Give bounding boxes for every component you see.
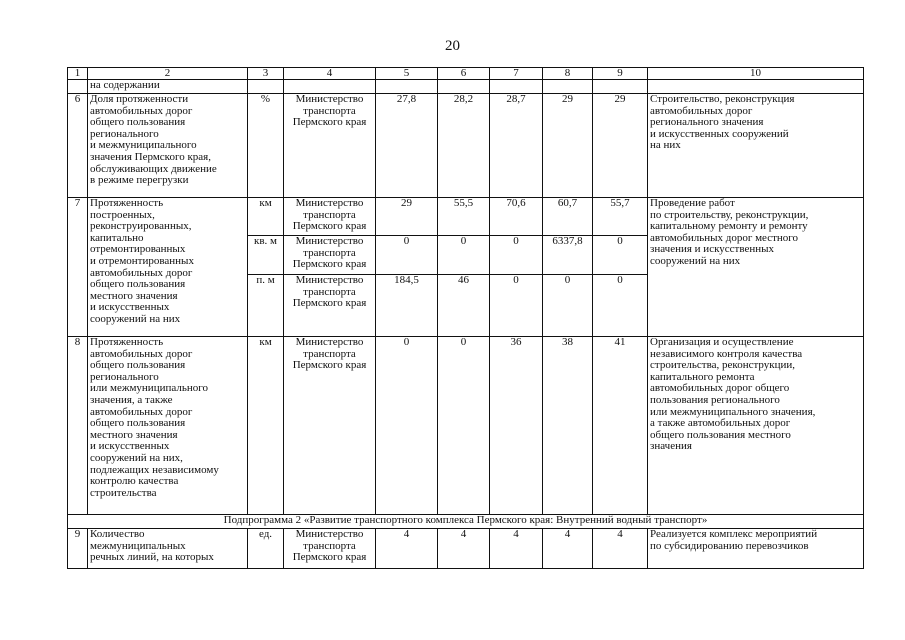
text-line: Министерство bbox=[295, 235, 364, 247]
table-row-9 bbox=[68, 529, 864, 569]
value-col5: 0 bbox=[376, 236, 438, 275]
text-line: автомобильных дорог общего bbox=[650, 382, 790, 395]
text-line: общего пользования bbox=[90, 417, 186, 430]
text-line: сооружений на них bbox=[90, 312, 181, 325]
indicator-name bbox=[88, 337, 248, 515]
text-line: по субсидированию перевозчиков bbox=[650, 539, 809, 552]
row-number: 9 bbox=[68, 529, 88, 569]
text-line: и искусственных bbox=[90, 440, 170, 453]
value-col8: 4 bbox=[543, 529, 593, 569]
text-line: Министерство bbox=[295, 336, 364, 348]
text-line: подлежащих независимому bbox=[90, 463, 219, 476]
action-text bbox=[648, 198, 864, 337]
text-line: транспорта bbox=[303, 208, 356, 221]
text-line: пользования регионального bbox=[650, 393, 780, 406]
text-line: Пермского края bbox=[292, 297, 367, 310]
text-line: капитальному ремонту и ремонту bbox=[650, 220, 808, 233]
text-line: обслуживающих движение bbox=[90, 162, 217, 175]
row-number: 6 bbox=[68, 94, 88, 198]
text-line: общего пользования bbox=[90, 278, 186, 291]
value-col6: 46 bbox=[438, 275, 490, 337]
text-line: а также автомобильных дорог bbox=[650, 417, 791, 430]
responsible bbox=[284, 275, 376, 337]
text-line: и искусственных bbox=[90, 301, 170, 314]
text-line: сооружений на них, bbox=[90, 451, 183, 464]
text-line: в режиме перегрузки bbox=[90, 174, 189, 187]
text-line: транспорта bbox=[303, 539, 356, 552]
table-row-6 bbox=[68, 94, 864, 198]
indicator-name bbox=[88, 529, 248, 569]
text-line: капитально bbox=[90, 231, 144, 244]
value-col6: 4 bbox=[438, 529, 490, 569]
text-line: местного значения bbox=[90, 428, 178, 441]
text-line: Пермского края bbox=[292, 258, 367, 271]
text-line: капитального ремонта bbox=[650, 370, 755, 383]
responsible bbox=[284, 198, 376, 236]
text-line: Министерство bbox=[295, 197, 364, 209]
text-line: Пермского края bbox=[292, 116, 367, 129]
page-number: 20 bbox=[445, 38, 460, 54]
text-line: регионального bbox=[90, 370, 159, 383]
text-line: Организация и осуществление bbox=[650, 336, 794, 348]
header-cell: 6 bbox=[438, 68, 490, 80]
text-line: регионального bbox=[90, 127, 159, 140]
text-line: Строительство, реконструкция bbox=[650, 93, 795, 105]
value-col5: 29 bbox=[376, 198, 438, 236]
text-line: автомобильных дорог bbox=[90, 347, 193, 360]
text-line: значения Пермского края, bbox=[90, 150, 211, 163]
responsible bbox=[284, 529, 376, 569]
unit: км bbox=[248, 198, 284, 236]
text-line: транспорта bbox=[303, 246, 356, 259]
text-line: или межмуниципального значения, bbox=[650, 405, 816, 418]
action-text bbox=[648, 529, 864, 569]
value-col7: 28,7 bbox=[490, 94, 543, 198]
value-col8: 6337,8 bbox=[543, 236, 593, 275]
text-line: Министерство bbox=[295, 528, 364, 540]
value-col8: 0 bbox=[543, 275, 593, 337]
text-line: речных линий, на которых bbox=[90, 551, 214, 564]
indicator-name bbox=[88, 198, 248, 337]
text-line: строительства, реконструкции, bbox=[650, 359, 796, 372]
responsible bbox=[284, 236, 376, 275]
value-col9: 4 bbox=[593, 529, 648, 569]
value-col5: 4 bbox=[376, 529, 438, 569]
indicators-table bbox=[67, 67, 864, 569]
continuation-row bbox=[68, 80, 864, 94]
value-col6: 55,5 bbox=[438, 198, 490, 236]
text-line: автомобильных дорог bbox=[650, 104, 753, 117]
unit: км bbox=[248, 337, 284, 515]
text-line: Пермского края bbox=[292, 359, 367, 372]
value-col8: 38 bbox=[543, 337, 593, 515]
header-cell: 7 bbox=[490, 68, 543, 80]
value-col8: 29 bbox=[543, 94, 593, 198]
value-col5: 27,8 bbox=[376, 94, 438, 198]
unit: кв. м bbox=[248, 236, 284, 275]
text-line: независимого контроля качества bbox=[650, 347, 803, 360]
value-col6: 28,2 bbox=[438, 94, 490, 198]
text-line: Количество bbox=[90, 528, 145, 540]
text-line: или межмуниципального bbox=[90, 382, 208, 395]
text-line: автомобильных дорог местного bbox=[650, 231, 799, 244]
text-line: контролю качества bbox=[90, 475, 179, 488]
table-row-7 bbox=[68, 198, 864, 236]
header-cell: 8 bbox=[543, 68, 593, 80]
header-cell: 1 bbox=[68, 68, 88, 80]
value-col7: 70,6 bbox=[490, 198, 543, 236]
unit: п. м bbox=[248, 275, 284, 337]
unit: ед. bbox=[248, 529, 284, 569]
text-line: отремонтированных bbox=[90, 243, 186, 256]
value-col9: 55,7 bbox=[593, 198, 648, 236]
unit: % bbox=[248, 94, 284, 198]
value-col8: 60,7 bbox=[543, 198, 593, 236]
text-line: и межмуниципального bbox=[90, 139, 197, 152]
header-cell: 5 bbox=[376, 68, 438, 80]
text-line: и искусственных сооружений bbox=[650, 127, 789, 140]
continuation-text: на содержании bbox=[88, 80, 248, 94]
value-col7: 36 bbox=[490, 337, 543, 515]
text-line: значения и искусственных bbox=[650, 243, 775, 256]
text-line: транспорта bbox=[303, 285, 356, 298]
header-cell: 9 bbox=[593, 68, 648, 80]
text-line: транспорта bbox=[303, 104, 356, 117]
header-cell: 4 bbox=[284, 68, 376, 80]
value-col7: 4 bbox=[490, 529, 543, 569]
table-row-8 bbox=[68, 337, 864, 515]
text-line: построенных, bbox=[90, 208, 155, 221]
text-line: общего пользования bbox=[90, 116, 186, 129]
text-line: Министерство bbox=[295, 93, 364, 105]
value-col9: 41 bbox=[593, 337, 648, 515]
text-line: Протяженность bbox=[90, 197, 164, 209]
text-line: регионального значения bbox=[650, 116, 764, 129]
responsible bbox=[284, 94, 376, 198]
text-line: автомобильных дорог bbox=[90, 266, 193, 279]
value-col7: 0 bbox=[490, 275, 543, 337]
text-line: межмуниципальных bbox=[90, 539, 186, 552]
value-col9: 0 bbox=[593, 275, 648, 337]
text-line: строительства bbox=[90, 486, 157, 499]
column-numbers-row bbox=[68, 68, 864, 80]
text-line: Министерство bbox=[295, 274, 364, 286]
text-line: сооружений на них bbox=[650, 254, 741, 267]
header-cell: 10 bbox=[648, 68, 864, 80]
value-col9: 29 bbox=[593, 94, 648, 198]
value-col5: 184,5 bbox=[376, 275, 438, 337]
text-line: Протяженность bbox=[90, 336, 164, 348]
value-col6: 0 bbox=[438, 337, 490, 515]
value-col6: 0 bbox=[438, 236, 490, 275]
text-line: Пермского края bbox=[292, 220, 367, 233]
text-line: общего пользования местного bbox=[650, 428, 791, 441]
action-text bbox=[648, 337, 864, 515]
value-col7: 0 bbox=[490, 236, 543, 275]
action-text bbox=[648, 94, 864, 198]
subprogram-row bbox=[68, 515, 864, 529]
responsible bbox=[284, 337, 376, 515]
text-line: Реализуется комплекс мероприятий bbox=[650, 528, 818, 540]
text-line: на них bbox=[650, 139, 681, 152]
text-line: Проведение работ bbox=[650, 197, 735, 209]
text-line: Пермского края bbox=[292, 551, 367, 564]
text-line: и отремонтированных bbox=[90, 254, 194, 267]
header-cell: 3 bbox=[248, 68, 284, 80]
text-line: значения, а также bbox=[90, 393, 173, 406]
header-cell: 2 bbox=[88, 68, 248, 80]
row-number: 8 bbox=[68, 337, 88, 515]
text-line: общего пользования bbox=[90, 359, 186, 372]
text-line: по строительству, реконструкции, bbox=[650, 208, 809, 221]
text-line: автомобильных дорог bbox=[90, 405, 193, 418]
subprogram-title: Подпрограмма 2 «Развитие транспортного комплекса Пермского края: Внутренний водный транспорт» bbox=[68, 515, 864, 529]
text-line: автомобильных дорог bbox=[90, 104, 193, 117]
indicator-name bbox=[88, 94, 248, 198]
value-col9: 0 bbox=[593, 236, 648, 275]
text-line: транспорта bbox=[303, 347, 356, 360]
text-line: реконструированных, bbox=[90, 220, 192, 233]
text-line: Доля протяженности bbox=[90, 93, 189, 105]
row-number: 7 bbox=[68, 198, 88, 337]
value-col5: 0 bbox=[376, 337, 438, 515]
text-line: местного значения bbox=[90, 289, 178, 302]
text-line: значения bbox=[650, 440, 692, 453]
